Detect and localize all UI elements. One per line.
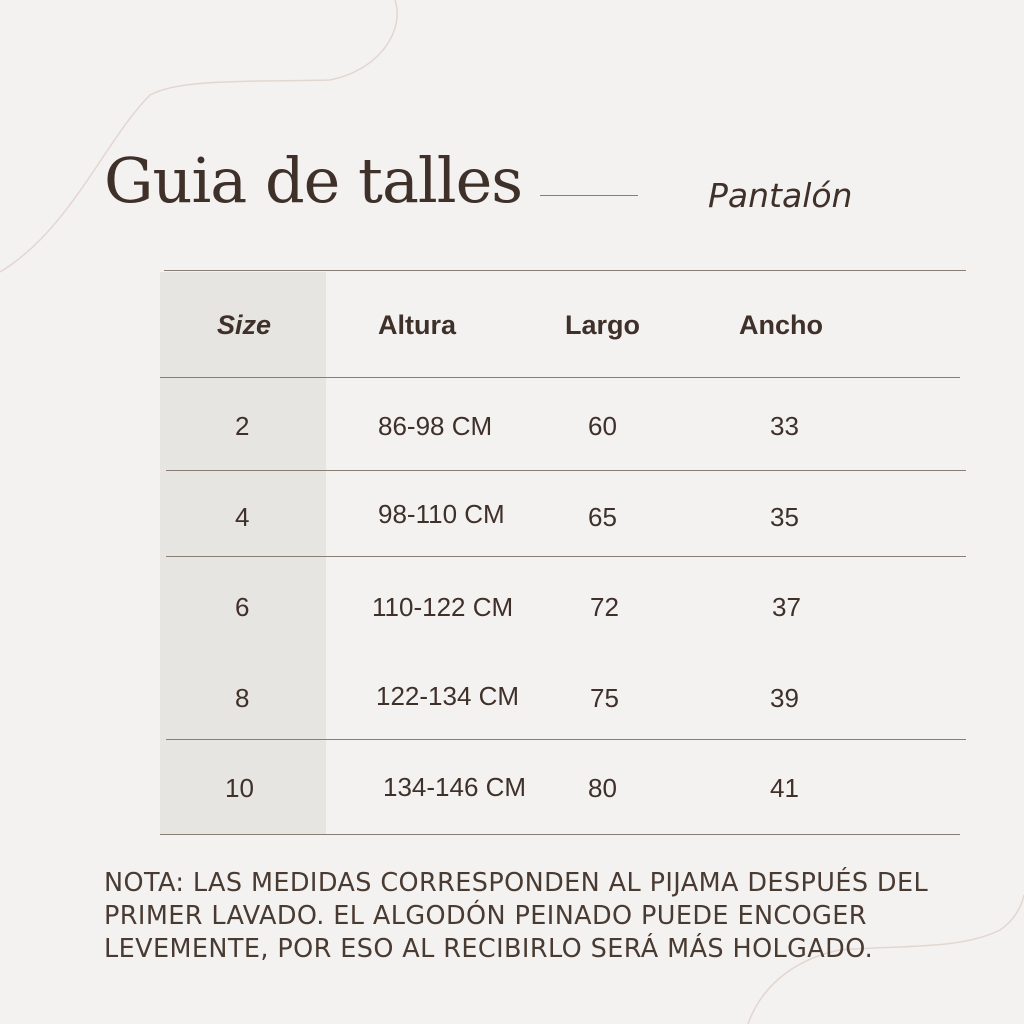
cell-size: 8 <box>235 683 250 713</box>
column-header-size: Size <box>217 310 272 340</box>
cell-largo: 65 <box>588 502 617 532</box>
cell-ancho: 41 <box>770 773 799 803</box>
cell-largo: 75 <box>590 683 619 713</box>
top-left-curve <box>0 0 397 272</box>
cell-largo: 80 <box>588 773 617 803</box>
page-title: Guia de talles <box>104 144 523 217</box>
cell-altura: 98-110 CM <box>378 499 505 529</box>
cell-size: 6 <box>235 592 250 622</box>
cell-largo: 72 <box>590 592 619 622</box>
cell-largo: 60 <box>588 411 617 441</box>
cell-altura: 110-122 CM <box>372 592 514 622</box>
column-header-ancho: Ancho <box>739 310 823 340</box>
cell-ancho: 39 <box>770 683 799 713</box>
cell-ancho: 33 <box>770 411 799 441</box>
title-divider <box>540 195 638 196</box>
row-divider <box>166 739 966 740</box>
care-note-line: LEVEMENTE, POR ESO AL RECIBIRLO SERÁ MÁS HOLGADO. <box>104 934 874 964</box>
page-subtitle: Pantalón <box>708 176 853 215</box>
cell-ancho: 37 <box>772 592 801 622</box>
column-header-altura: Altura <box>378 310 457 340</box>
cell-size: 2 <box>235 411 250 441</box>
care-note-line: NOTA: LAS MEDIDAS CORRESPONDEN AL PIJAMA DESPUÉS DEL <box>104 868 929 898</box>
cell-altura: 86-98 CM <box>378 411 493 441</box>
size-column-band <box>160 272 326 834</box>
cell-altura: 122-134 CM <box>376 681 520 711</box>
cell-size: 10 <box>225 773 254 803</box>
table-bottom-rule <box>160 834 960 835</box>
header-bottom-rule <box>160 377 960 378</box>
cell-ancho: 35 <box>770 502 799 532</box>
column-header-largo: Largo <box>565 310 641 340</box>
row-divider <box>166 556 966 557</box>
cell-size: 4 <box>235 502 250 532</box>
cell-altura: 134-146 CM <box>383 772 527 802</box>
row-divider <box>166 470 966 471</box>
table-top-rule <box>164 270 966 271</box>
care-note-line: PRIMER LAVADO. EL ALGODÓN PEINADO PUEDE ENCOGER <box>104 901 867 931</box>
care-note <box>104 867 984 966</box>
